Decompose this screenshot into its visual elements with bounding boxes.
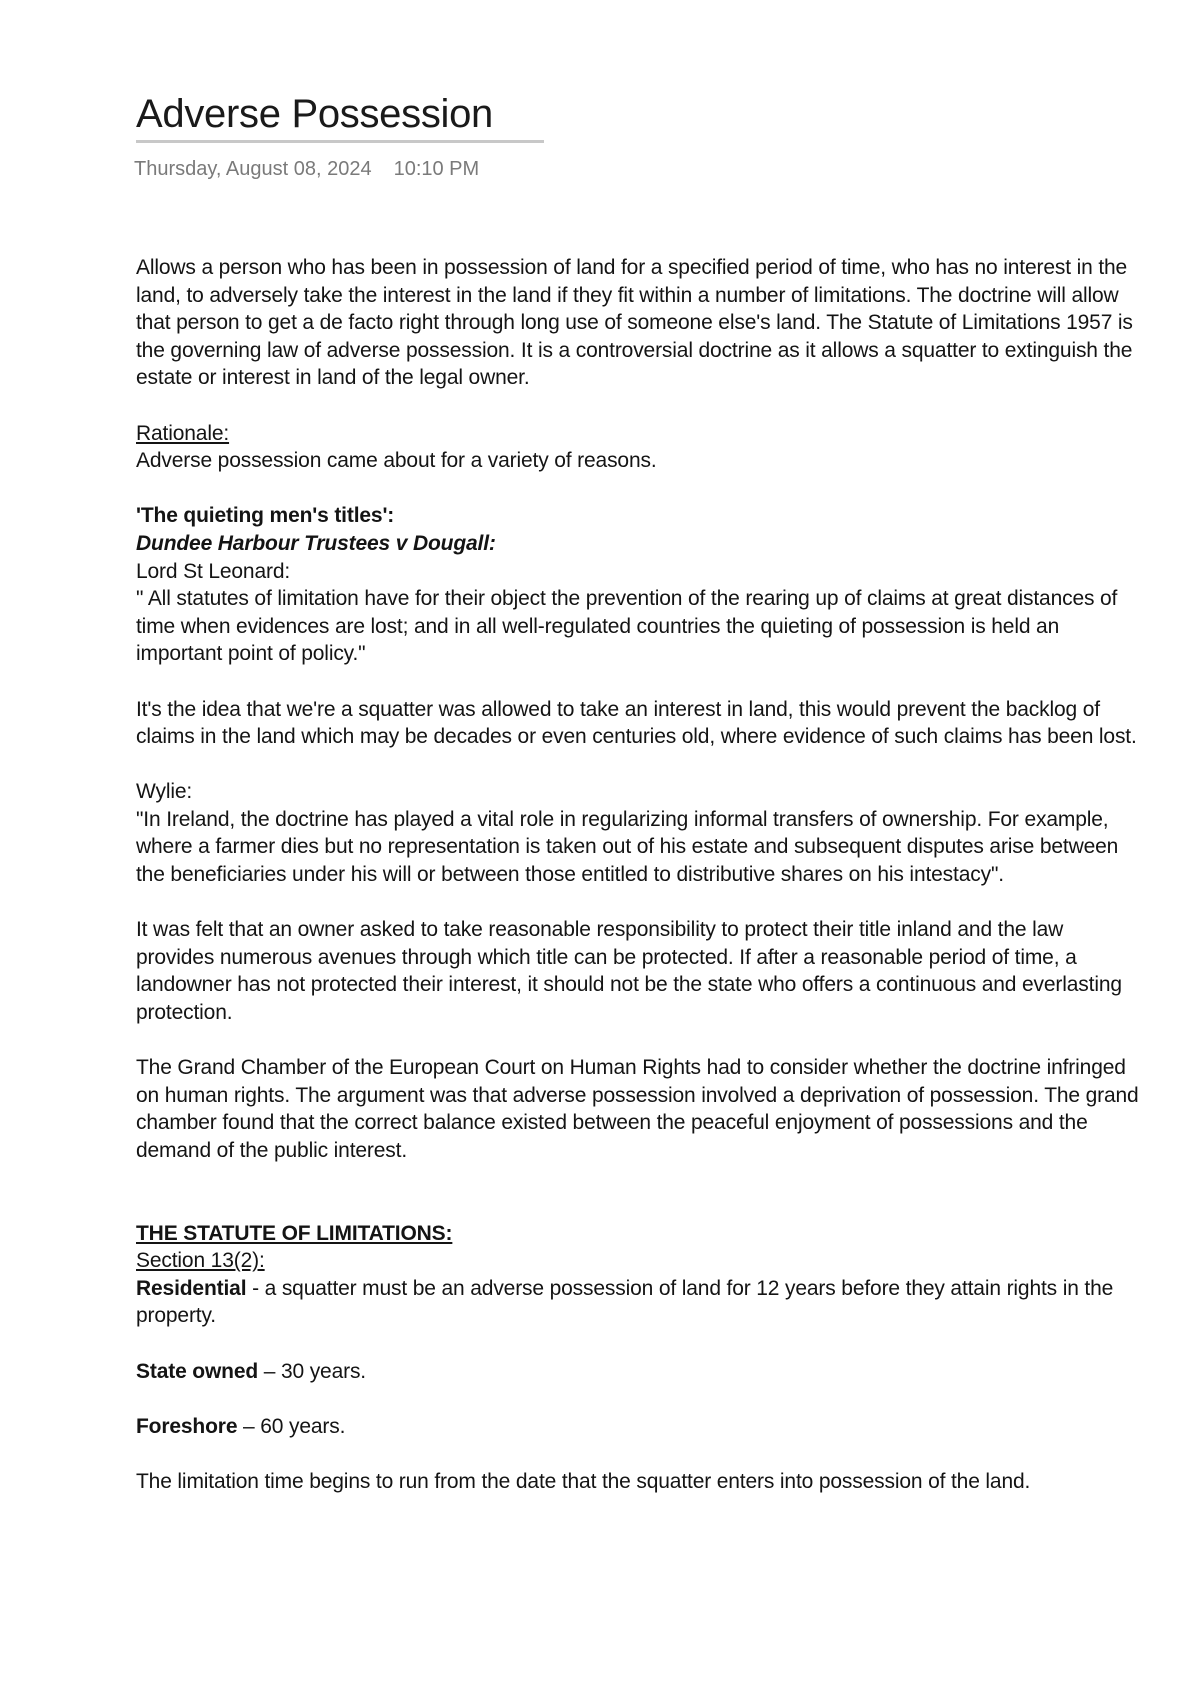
state-owned-label: State owned xyxy=(136,1359,259,1383)
spacer xyxy=(136,1440,1146,1468)
spacer xyxy=(136,1027,1146,1055)
echr-paragraph: The Grand Chamber of the European Court on Human Rights had to consider whether the doctrine infringed on human rights. The argument was that adverse possession involved a deprivation of possession. The grand chamber found that the correct balance existed between the peaceful enjoyment of possessions and the demand of the public interest. xyxy=(136,1056,1139,1162)
note-time: 10:10 PM xyxy=(393,158,480,180)
quote-wylie: "In Ireland, the doctrine has played a vital role in regularizing informal transfers of ownership. For example, where a farmer dies but no representation is taken out of his estate and subsequent disputes arise between the beneficiaries under his will or between those entitled to distributive shares on his intestacy". xyxy=(136,807,1119,887)
spacer xyxy=(136,751,1146,779)
spacer xyxy=(136,475,1146,503)
judge-name: Lord St Leonard: xyxy=(136,559,291,583)
spacer xyxy=(136,668,1146,696)
residential-label: Residential xyxy=(136,1276,247,1300)
spacer xyxy=(136,1330,1146,1358)
wylie-label: Wylie: xyxy=(136,780,193,804)
case-name: Dundee Harbour Trustees v Dougall: xyxy=(136,531,496,555)
quieting-heading: 'The quieting men's titles': xyxy=(136,504,395,528)
page-title[interactable]: Adverse Possession xyxy=(136,92,494,136)
spacer xyxy=(136,1165,1146,1220)
foreshore-item xyxy=(136,1413,1146,1441)
note-date: Thursday, August 08, 2024 xyxy=(134,158,372,180)
spacer xyxy=(136,392,1146,420)
idea-paragraph: It's the idea that we're a squatter was allowed to take an interest in land, this would prevent the backlog of claims in the land which may be decades or even centuries old, where evidence of such claims has been lost. xyxy=(136,697,1137,749)
statute-heading: THE STATUTE OF LIMITATIONS: xyxy=(136,1221,453,1245)
spacer xyxy=(136,1385,1146,1413)
rationale-text: Adverse possession came about for a variety of reasons. xyxy=(136,449,657,473)
title-underline xyxy=(136,140,544,143)
limitation-paragraph: The limitation time begins to run from the date that the squatter enters into possession of the land. xyxy=(136,1469,1031,1493)
page-title-block xyxy=(136,90,544,138)
state-owned-item xyxy=(136,1358,1146,1386)
section-label: Section 13(2): xyxy=(136,1249,265,1273)
note-timestamp xyxy=(134,156,479,182)
intro-paragraph: Allows a person who has been in possession of land for a specified period of time, who has no interest in the land, to adversely take the interest in the land if they fit within a number of limitations. The doctrine will allow that person to get a de facto right through long use of someone else's land. The Statute of Limitations 1957 is the governing law of adverse possession. It is a controversial doctrine as it allows a squatter to extinguish the estate or interest in land of the legal owner. xyxy=(136,256,1133,390)
residential-item xyxy=(136,1275,1146,1330)
rationale-heading: Rationale: xyxy=(136,421,230,445)
quote-st-leonard: " All statutes of limitation have for their object the prevention of the rearing up of claims at great distances of time when evidences are lost; and in all well-regulated countries the quieting of possession is held an important point of policy." xyxy=(136,587,1118,666)
spacer xyxy=(136,889,1146,917)
state-owned-text: – 30 years. xyxy=(258,1359,366,1383)
note-body[interactable] xyxy=(136,254,1146,1496)
foreshore-text: – 60 years. xyxy=(237,1414,346,1438)
owner-paragraph: It was felt that an owner asked to take reasonable responsibility to protect their title inland and the law provides numerous avenues through which title can be protected. If after a reasonable period of time, a landowner has not protected their interest, it should not be the state who offers a continuous and everlasting protection. xyxy=(136,918,1122,1025)
residential-text: - a squatter must be an adverse possession of land for 12 years before they attain rights in the property. xyxy=(136,1276,1114,1328)
foreshore-label: Foreshore xyxy=(136,1414,238,1438)
